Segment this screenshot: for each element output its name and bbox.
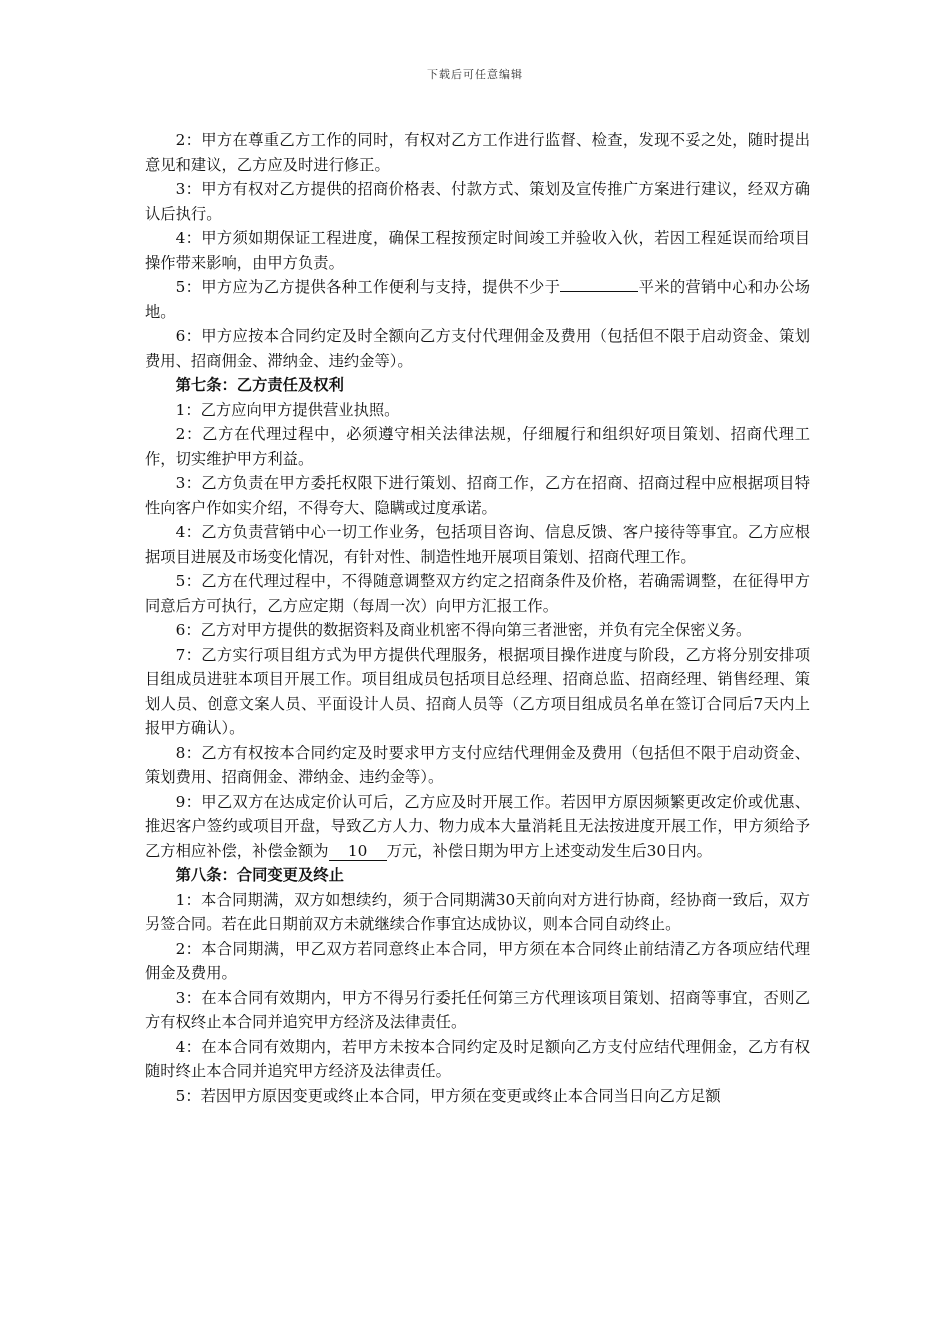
clause-7-3: 3：乙方负责在甲方委托权限下进行策划、招商工作，乙方在招商、招商过程中应根据项目特性向客户作如实介绍，不得夸大、隐瞒或过度承诺。 xyxy=(145,474,810,517)
clause-8-2: 2：本合同期满，甲乙双方若同意终止本合同，甲方须在本合同终止前结清乙方各项应结代理佣金及费用。 xyxy=(145,939,810,982)
clause-6-6: 6：甲方应按本合同约定及时全额向乙方支付代理佣金及费用（包括但不限于启动资金、策划费用、招商佣金、滞纳金、违约金等）。 xyxy=(145,327,810,370)
section-7-heading: 第七条：乙方责任及权利 xyxy=(175,376,344,394)
clause-7-8: 8：乙方有权按本合同约定及时要求甲方支付应结代理佣金及费用（包括但不限于启动资金、策划费用、招商佣金、滞纳金、违约金等）。 xyxy=(145,743,810,786)
contract-body xyxy=(145,128,810,1108)
clause-6-5-text-after: 平米的营销中心和办公场地。 xyxy=(145,278,810,321)
clause-8-3: 3：在本合同有效期内，甲方不得另行委托任何第三方代理该项目策划、招商等事宜，否则乙方有权终止本合同并追究甲方经济及法律责任。 xyxy=(145,988,810,1031)
clause-7-4: 4：乙方负责营销中心一切工作业务，包括项目咨询、信息反馈、客户接待等事宜。乙方应根据项目进展及市场变化情况，有针对性、制造性地开展项目策划、招商代理工作。 xyxy=(145,523,810,566)
header-watermark: 下载后可任意编辑 xyxy=(427,68,523,81)
clause-7-2: 2：乙方在代理过程中，必须遵守相关法律法规，仔细履行和组织好项目策划、招商代理工作，切实维护甲方利益。 xyxy=(145,425,810,468)
clause-7-6: 6：乙方对甲方提供的数据资料及商业机密不得向第三者泄密，并负有完全保密义务。 xyxy=(175,621,752,639)
clause-7-7: 7：乙方实行项目组方式为甲方提供代理服务，根据项目操作进度与阶段，乙方将分别安排项目组成员进驻本项目开展工作。项目组成员包括项目总经理、招商总监、招商经理、销售经理、策划人员、创意文案人员、平面设计人员、招商人员等（乙方项目组成员名单在签订合同后7天内上报甲方确认）。 xyxy=(145,645,810,737)
area-blank-field xyxy=(560,291,638,292)
clause-7-9-text-before: 9：甲乙双方在达成定价认可后，乙方应及时开展工作。若因甲方原因频繁更改定价或优惠、推迟客户签约或项目开盘，导致乙方人力、物力成本大量消耗且无法按进度开展工作，甲方须给予乙方相应补偿，补偿金额为 xyxy=(145,792,810,860)
compensation-amount-field: 10 xyxy=(329,842,387,861)
clause-6-4: 4：甲方须如期保证工程进度，确保工程按预定时间竣工并验收入伙，若因工程延误而给项目操作带来影响，由甲方负责。 xyxy=(145,229,810,272)
clause-6-3: 3：甲方有权对乙方提供的招商价格表、付款方式、策划及宣传推广方案进行建议，经双方确认后执行。 xyxy=(145,180,810,223)
clause-6-2: 2：甲方在尊重乙方工作的同时，有权对乙方工作进行监督、检查，发现不妥之处，随时提出意见和建议，乙方应及时进行修正。 xyxy=(145,131,810,174)
clause-7-9-text-after: 万元，补偿日期为甲方上述变动发生后30日内。 xyxy=(386,841,712,860)
clause-6-5-text-before: 5：甲方应为乙方提供各种工作便利与支持，提供不少于 xyxy=(175,278,561,296)
clause-6-5 xyxy=(145,275,810,324)
clause-7-5: 5：乙方在代理过程中，不得随意调整双方约定之招商条件及价格，若确需调整，在征得甲方同意后方可执行，乙方应定期（每周一次）向甲方汇报工作。 xyxy=(145,572,810,615)
clause-8-1: 1：本合同期满，双方如想续约，须于合同期满30天前向对方进行协商，经协商一致后，双方另签合同。若在此日期前双方未就继续合作事宜达成协议，则本合同自动终止。 xyxy=(145,890,810,933)
clause-8-5: 5：若因甲方原因变更或终止本合同，甲方须在变更或终止本合同当日向乙方足额 xyxy=(175,1086,721,1105)
clause-7-9 xyxy=(145,790,810,864)
clause-8-4: 4：在本合同有效期内，若甲方未按本合同约定及时足额向乙方支付应结代理佣金，乙方有权随时终止本合同并追究甲方经济及法律责任。 xyxy=(145,1037,810,1080)
clause-7-1: 1：乙方应向甲方提供营业执照。 xyxy=(175,400,400,419)
section-8-heading: 第八条：合同变更及终止 xyxy=(175,866,344,884)
